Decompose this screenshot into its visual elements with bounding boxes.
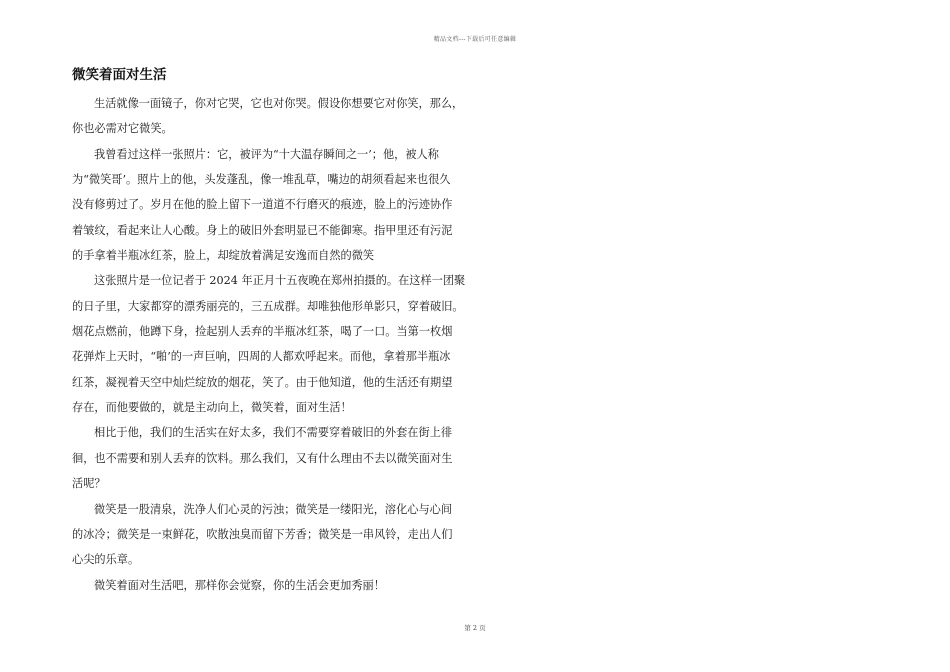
- paragraph-line: 为“微笑哥’。照片上的他，头发蓬乱，像一堆乱草，嘴边的胡须看起来也很久: [72, 173, 451, 187]
- article-body: [72, 91, 466, 598]
- paragraph-line: 的手拿着半瓶冰红茶，脸上，却绽放着满足安逸而自然的微笑: [72, 249, 375, 263]
- paragraph-line: 的日子里，大家都穿的漂秀丽亮的，三五成群。却唯独他形单影只，穿着破旧。: [72, 299, 464, 313]
- paragraph-first-line: 这张照片是一位记者于 2024 年正月十五夜晚在郑州拍摄的。在这样一团聚: [94, 274, 466, 288]
- paragraph-first-line: 我曾看过这样一张照片：它，被评为“十大温存瞬间之一’；他，被人称: [94, 147, 439, 161]
- paragraph-line: 你也必需对它微笑。: [72, 122, 173, 136]
- page-number: 第 2 页: [464, 624, 486, 632]
- paragraph-line: 徊，也不需要和别人丢弃的饮料。那么我们，又有什么理由不去以微笑面对生: [72, 451, 453, 465]
- paragraph-line: 花弹炸上天时，“啪’的一声巨响，四周的人都欢呼起来。而他，拿着那半瓶冰: [72, 350, 451, 364]
- paragraph-line: 没有修剪过了。岁月在他的脸上留下一道道不行磨灭的痕迹，脸上的污迹协作: [72, 198, 453, 212]
- paragraph-line: 红茶，凝视着天空中灿烂绽放的烟花，笑了。由于他知道，他的生活还有期望: [72, 375, 453, 389]
- paragraph-first-line: 微笑是一股清泉，洗净人们心灵的污浊；微笑是一缕阳光，溶化心与心间: [94, 502, 453, 516]
- paragraph-line: 存在，而他要做的，就是主动向上，微笑着，面对生活！: [72, 401, 352, 415]
- article-title: 微笑着面对生活: [72, 67, 167, 83]
- page-header-text: 精品文档---下载后可任意编辑: [433, 36, 517, 43]
- paragraph-line: 的冰冷；微笑是一束鲜花，吹散浊臭而留下芳香；微笑是一串风铃，走出人们: [72, 527, 453, 541]
- paragraph-line: 心尖的乐章。: [72, 553, 140, 567]
- paragraph-first-line: 相比于他，我们的生活实在好太多，我们不需要穿着破旧的外套在街上徘: [94, 426, 453, 440]
- paragraph-line: 着皱纹，看起来让人心酸。身上的破旧外套明显已不能御寒。指甲里还有污泥: [72, 223, 453, 237]
- paragraph-line: 活呢？: [72, 477, 106, 491]
- paragraph-first-line: 生活就像一面镜子，你对它哭，它也对你哭。假设你想要它对你笑，那么，: [94, 97, 464, 110]
- paragraph-first-line: 微笑着面对生活吧，那样你会觉察，你的生活会更加秀丽！: [94, 578, 385, 592]
- paragraph-line: 烟花点燃前，他蹲下身，捡起别人丢弃的半瓶冰红茶，喝了一口。当第一枚烟: [72, 325, 453, 339]
